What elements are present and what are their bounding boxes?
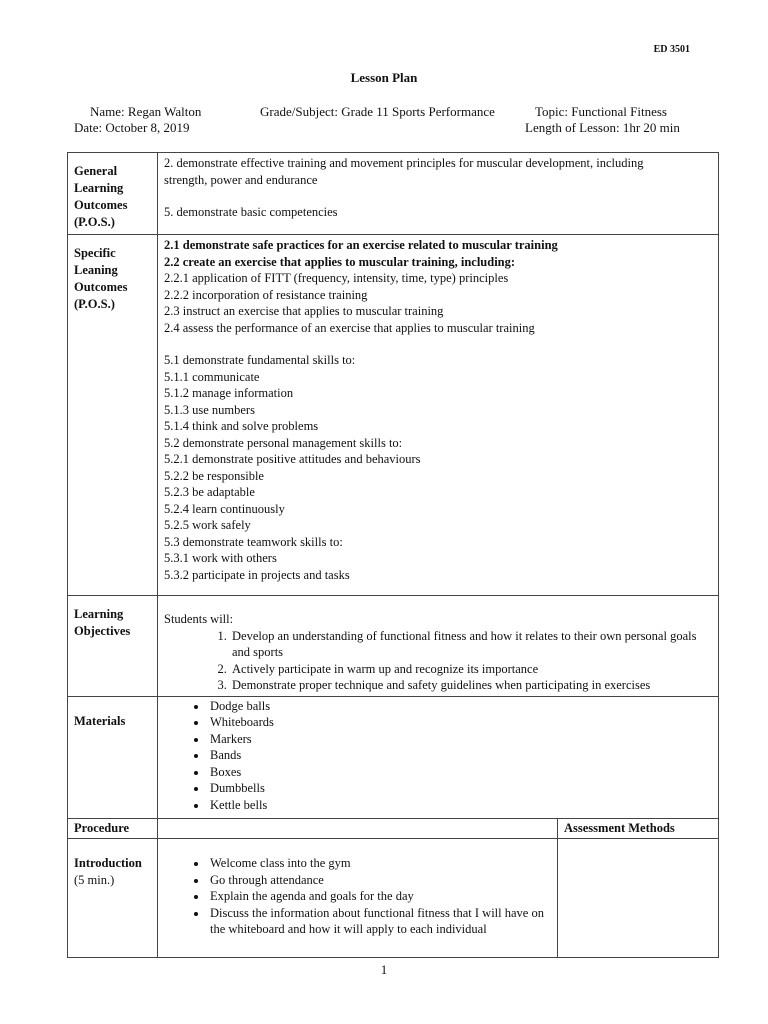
outcome-line: 5.1.3 use numbers [164,402,255,417]
specific-outcomes-label [68,235,158,596]
label-line: Objectives [74,624,131,638]
label-line: Outcomes [74,198,128,212]
grade-subject: Grade/Subject: Grade 11 Sports Performance [260,104,495,119]
outcome-line: 5.1.1 communicate [164,369,260,384]
introduction-duration: (5 min.) [74,873,115,887]
introduction-label: Introduction [74,856,142,870]
list-item: • Explain the agenda and goals for the day [208,888,551,905]
materials-row [68,696,719,818]
label-line: General [74,164,118,178]
outcome-line: 2. demonstrate effective training and movement principles for muscular development, including [164,156,644,170]
introduction-assessment [558,839,719,958]
list-item: • Bands [208,747,712,764]
list-item: • Welcome class into the gym [208,855,551,872]
introduction-label-cell [68,839,158,958]
list-item: • Markers [208,731,712,748]
general-outcomes-row [68,153,719,235]
list-item: • Dumbbells [208,780,712,797]
objectives-row [68,596,719,697]
lesson-date: Date: October 8, 2019 [74,120,190,135]
outcome-line: 5.2.5 work safely [164,518,251,532]
lesson-length: Length of Lesson: 1hr 20 min [525,120,680,135]
outcome-line: 5.3 demonstrate teamwork skills to: [164,534,343,549]
outcome-line: 2.4 assess the performance of an exercise that applies to muscular training [164,320,535,335]
procedure-label: Procedure [68,818,158,839]
list-item: • Go through attendance [208,872,551,889]
outcome-line: 5.2 demonstrate personal management skills to: [164,435,403,450]
outcome-line: 5.2.3 be adaptable [164,485,255,499]
student-name: Name: Regan Walton [90,104,202,119]
list-item: 1. Develop an understanding of functional fitness and how it relates to their own personal goals and sports [230,628,712,661]
general-outcomes-label [68,153,158,235]
label-line: Specific [74,246,116,260]
outcome-line: 5.3.1 work with others [164,551,277,565]
outcome-line: 5.3.2 participate in projects and tasks [164,567,350,582]
general-outcomes-content [158,153,719,235]
list-item: • Whiteboards [208,714,712,731]
list-item: • Boxes [208,764,712,781]
outcome-line: 5.2.1 demonstrate positive attitudes and behaviours [164,452,421,466]
list-item: • Kettle bells [208,797,712,814]
introduction-row [68,839,719,958]
specific-outcomes-row [68,235,719,596]
specific-outcomes-content [158,235,719,596]
outcome-line: 2.2.2 incorporation of resistance training [164,287,368,302]
label-line: Learning [74,607,124,621]
materials-label: Materials [68,696,158,818]
outcome-line-bold: 2.2 create an exercise that applies to muscular training, including: [164,254,516,269]
spacer [164,336,712,352]
outcome-line: 5. demonstrate basic competencies [164,205,338,219]
page-number: 1 [380,962,388,977]
materials-list [164,698,712,814]
outcome-line: 5.2.4 learn continuously [164,501,285,516]
procedure-header-row [68,818,719,839]
label-line: Leaning [74,263,118,277]
outcome-line: 5.1.2 manage information [164,386,294,400]
introduction-content [158,839,558,958]
spacer [164,188,712,204]
assessment-methods-label: Assessment Methods [558,818,719,839]
list-item: 2. Actively participate in warm up and recognize its importance [230,661,712,678]
list-item: • Discuss the information about functional fitness that I will have on the whiteboard and how it will apply to each individual [208,905,551,938]
label-line: (P.O.S.) [74,297,115,311]
objectives-list [164,628,712,694]
list-item: • Dodge balls [208,698,712,715]
objectives-label [68,596,158,697]
page-title: Lesson Plan [350,70,418,85]
outcome-line: 5.1 demonstrate fundamental skills to: [164,353,356,367]
topic: Topic: Functional Fitness [535,104,667,119]
outcome-line: strength, power and endurance [164,172,318,187]
procedure-spacer [158,818,558,839]
introduction-list [164,855,551,938]
label-line: Outcomes [74,280,128,294]
outcome-line: 2.3 instruct an exercise that applies to muscular training [164,304,444,318]
list-item: 3. Demonstrate proper technique and safety guidelines when participating in exercises [230,677,712,694]
outcome-line: 5.1.4 think and solve problems [164,419,319,433]
outcome-line-bold: 2.1 demonstrate safe practices for an exercise related to muscular training [164,238,558,252]
objectives-intro: Students will: [164,612,234,626]
course-code: ED 3501 [653,44,690,55]
label-line: Learning [74,181,124,195]
objectives-content [158,596,719,697]
lesson-plan-table [67,152,719,958]
label-line: (P.O.S.) [74,215,115,229]
materials-content [158,696,719,818]
outcome-line: 5.2.2 be responsible [164,468,264,483]
outcome-line: 2.2.1 application of FITT (frequency, intensity, time, type) principles [164,271,509,285]
